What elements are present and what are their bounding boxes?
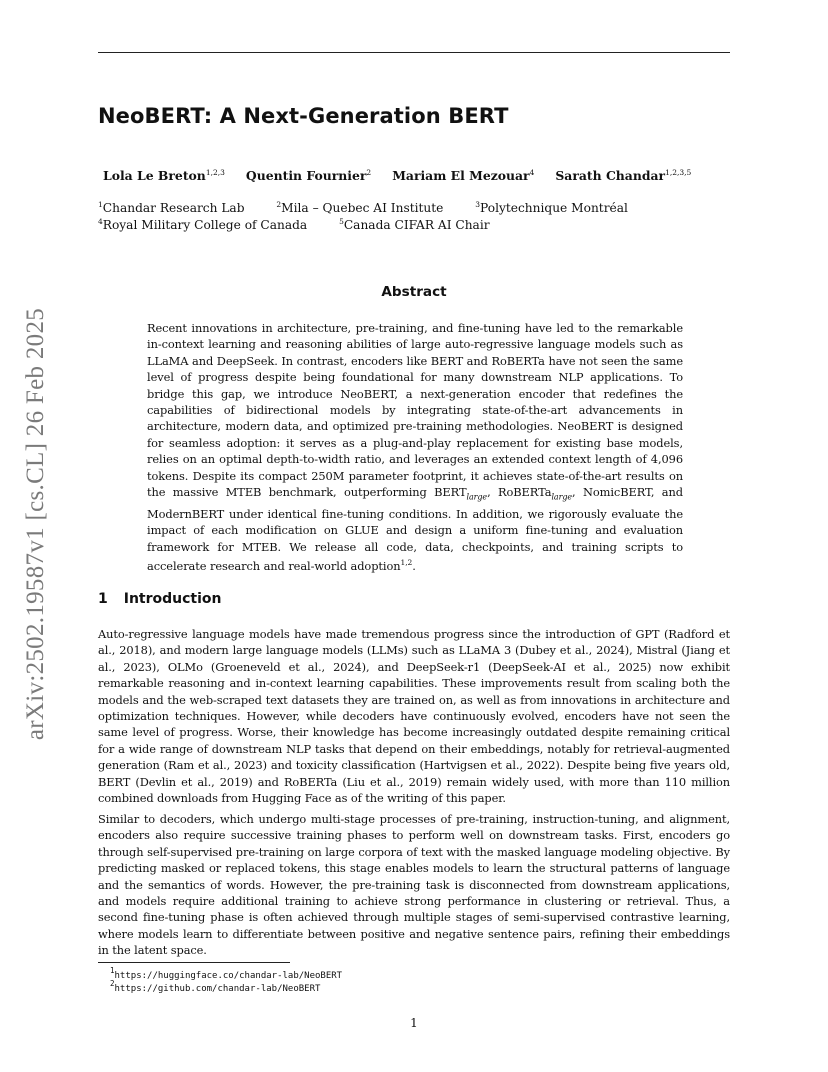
affiliation: $^2$Mila – Quebec AI Institute — [276, 200, 444, 215]
affiliation: $^5$Canada CIFAR AI Chair — [339, 217, 490, 232]
arxiv-identifier-stamp: arXiv:2502.19587v1 [cs.CL] 26 Feb 2025 — [22, 307, 49, 741]
page-number: 1 — [410, 1016, 418, 1030]
body-paragraph: Similar to decoders, which undergo multi-stage processes of pre-training, instruction-tuning, and alignment, encoders also require successive training phases to perform well on downstream tasks. First, encoders go through self-supervised pre-training on large corpora of text with the masked language modeling objective. By predicting masked or replaced tokens, this stage enables models to learn the structural patterns of language and the semantics of words. However, the pre-training task is disconnected from downstream applications, and models require additional training to achieve strong performance in clustering or retrieval. Thus, a second fine-tuning phase is often achieved through multiple stages of semi-supervised contrastive learning, where models learn to differentiate between positive and negative sentence pairs, refining their embeddings in the latent space. — [98, 812, 730, 958]
author: Mariam El Mezouar$^4$ — [392, 168, 535, 183]
affiliation: $^1$Chandar Research Lab — [98, 200, 245, 215]
affiliations-line-2 — [98, 217, 518, 232]
author-list — [103, 168, 691, 183]
footnote-link[interactable]: $^2$https://github.com/chandar-lab/NeoBERT — [110, 979, 321, 994]
abstract-heading: Abstract — [381, 284, 447, 300]
footnote-rule — [98, 962, 290, 963]
author: Sarath Chandar$^{1,2,3,5}$ — [555, 168, 692, 183]
section-heading-introduction: 1 Introduction — [98, 591, 222, 607]
author: Lola Le Breton$^{1,2,3}$ — [103, 168, 225, 183]
affiliation: $^4$Royal Military College of Canada — [98, 217, 308, 232]
footnote-link[interactable]: $^1$https://huggingface.co/chandar-lab/NeoBERT — [110, 966, 343, 981]
abstract-body: Recent innovations in architecture, pre-training, and fine-tuning have led to the remarkable in-context learning and reasoning abilities of large auto-regressive language models such as LLaMA and DeepSeek. In contrast, encoders like BERT and RoBERTa have not seen the same level of progress despite being foundational for many downstream NLP applications. To bridge this gap, we introduce NeoBERT, a next-generation encoder that redefines the capabilities of bidirectional models by integrating state-of-the-art advancements in architecture, modern data, and optimized pre-training methodologies. NeoBERT is designed for seamless adoption: it serves as a plug-and-play replacement for existing base models, relies on an optimal depth-to-width ratio, and leverages an extended context length of 4,096 tokens. Despite its compact 250M parameter footprint, it achieves state-of-the-art results on the massive MTEB benchmark, outperforming $BERT_{large}$, RoBERTa$_{large}$, NomicBERT, and ModernBERT under identical fine-tuning conditions. In addition, we rigorously evaluate the impact of each modification on GLUE and design a uniform fine-tuning and evaluation framework for MTEB. We release all code, data, checkpoints, and training scripts to accelerate research and real-world adoption$^{1,2}$. — [147, 321, 683, 573]
affiliations-line-1 — [98, 200, 656, 215]
affiliation: $^3$Polytechnique Montréal — [475, 200, 628, 215]
top-rule — [98, 52, 730, 53]
body-paragraph: Auto-regressive language models have made tremendous progress since the introduction of GPT (Radford et al., 2018), and modern large language models (LLMs) such as LLaMA 3 (Dubey et al., 2024), Mistral (Jiang et al., 2023), OLMo (Groeneveld et al., 2024), and DeepSeek-r1 (DeepSeek-AI et al., 2025) now exhibit remarkable reasoning and in-context learning capabilities. These improvements result from scaling both the models and the web-scraped text datasets they are trained on, as well as from innovations in architecture and optimization techniques. However, while decoders have continuously evolved, encoders have not seen the same level of progress. Worse, their knowledge has become increasingly outdated despite remaining critical for a wide range of downstream NLP tasks that depend on their embeddings, notably for retrieval-augmented generation (Ram et al., 2023) and toxicity classification (Hartvigsen et al., 2022). Despite being five years old, BERT (Devlin et al., 2019) and RoBERTa (Liu et al., 2019) remain widely used, with more than 110 million combined downloads from Hugging Face as of the writing of this paper. — [98, 627, 730, 806]
paper-title: NeoBERT: A Next-Generation BERT — [98, 104, 509, 128]
author: Quentin Fournier$^2$ — [245, 168, 372, 183]
